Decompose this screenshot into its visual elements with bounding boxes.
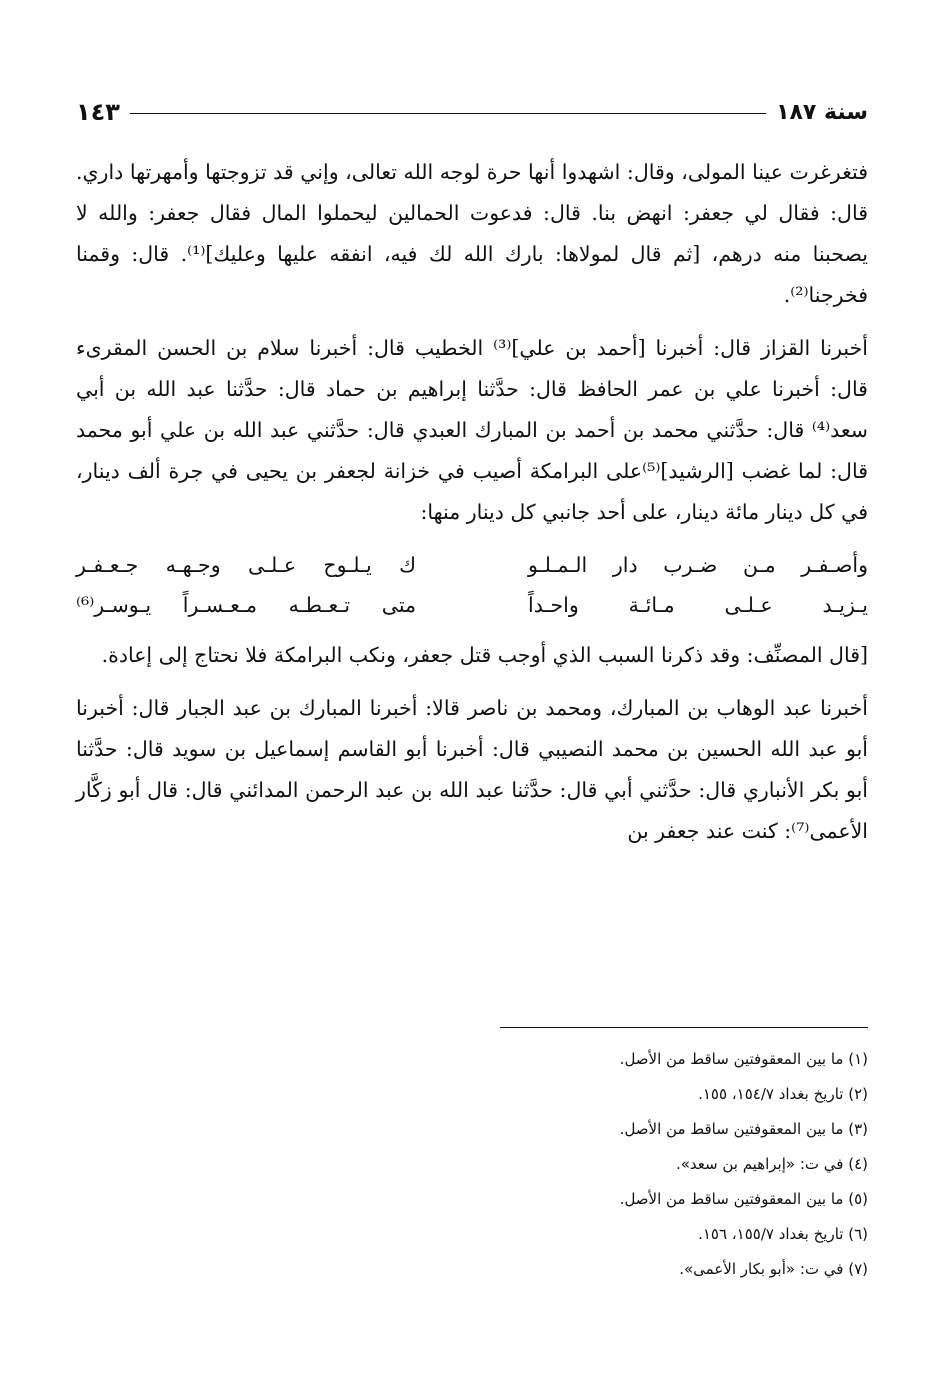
paragraph-3: [قال المصنِّف: وقد ذكرنا السبب الذي أوجب قتل جعفر، ونكب البرامكة فلا نحتاج إلى إعادة. — [101, 643, 868, 667]
footnote-1: (١) ما بين المعقوفتين ساقط من الأصل. — [619, 1050, 868, 1068]
verse-2-first-hemistich: يـزيـد عـلـى مـائـة واحـداً — [528, 593, 868, 617]
verse-1-second-hemistich: ك يـلـوح عـلـى وجـهـه جـعـفـر — [76, 553, 416, 577]
paragraph-4: أخبرنا عبد الوهاب بن المبارك، ومحمد بن ناصر قالا: أخبرنا المبارك بن عبد الجبار قال: أخبرنا أبو عبد الله الحسين بن محمد النصيبي قال: أخبرنا أبو القاسم إسماعيل بن سويد قال: حدَّثنا أبو بكر الأنباري قال: حدَّثني أبي قال: حدَّثنا عبد الله بن عبد الرحمن المدائني قال: قال أبو زكَّار الأعمى⁽⁷⁾: كنت عند جعفر بن — [76, 696, 868, 843]
page-header — [76, 92, 868, 132]
footnote-3: (٣) ما بين المعقوفتين ساقط من الأصل. — [619, 1120, 868, 1138]
footnote-4: (٤) في ت: «إبراهيم بن سعد». — [675, 1155, 868, 1173]
page-number: ١٤٣ — [76, 98, 120, 126]
poem-verse-2 — [76, 585, 868, 625]
verse-2-second-hemistich: متى تـعـطـه مـعـسـراً يـوسـر⁽⁶⁾ — [76, 593, 416, 617]
footnote-7: (٧) في ت: «أبو بكار الأعمى». — [679, 1260, 868, 1278]
paragraph-2: أخبرنا القزاز قال: أخبرنا [أحمد بن علي]⁽³⁾ الخطيب قال: أخبرنا سلام بن الحسن المقرىء قال: أخبرنا علي بن عمر الحافظ قال: حدَّثنا إبراهيم بن حماد قال: حدَّثنا عبد الله بن أبي سعد⁽⁴⁾ قال: حدَّثني محمد بن أحمد بن المبارك العبدي قال: حدَّثني عبد الله بن علي أبو محمد قال: لما غضب [الرشيد]⁽⁵⁾على البرامكة أصيب في خزانة لجعفر بن يحيى في جرة ألف دينار، في كل دينار مائة دينار، على أحد جانبي كل دينار منها: — [76, 336, 868, 524]
footnotes — [308, 1042, 868, 1287]
footnote-separator — [500, 1027, 868, 1028]
verse-1-first-hemistich: وأصـفـر مـن ضـرب دار الـمـلـو — [528, 553, 868, 577]
poem-verse-1 — [76, 545, 868, 585]
paragraph-1: فتغرغرت عينا المولى، وقال: اشهدوا أنها حرة لوجه الله تعالى، وإني قد تزوجتها وأمهرتها داري. قال: فقال لي جعفر: انهض بنا. قال: فدعوت الحمالين ليحملوا المال فقال جعفر: والله لا يصحبنا منه درهم، [ثم قال لمولاها: بارك الله لك فيه، انفقه عليها وعليك]⁽¹⁾. قال: وقمنا فخرجنا⁽²⁾. — [76, 160, 868, 307]
poem — [76, 545, 868, 625]
footnote-5: (٥) ما بين المعقوفتين ساقط من الأصل. — [619, 1190, 868, 1208]
main-text — [76, 152, 868, 864]
footnote-2: (٢) تاريخ بغداد ١٥٤/٧، ١٥٥. — [698, 1085, 868, 1103]
running-title: سنة ١٨٧ — [776, 99, 868, 125]
header-rule — [130, 113, 766, 114]
footnote-6: (٦) تاريخ بغداد ١٥٥/٧، ١٥٦. — [698, 1225, 868, 1243]
